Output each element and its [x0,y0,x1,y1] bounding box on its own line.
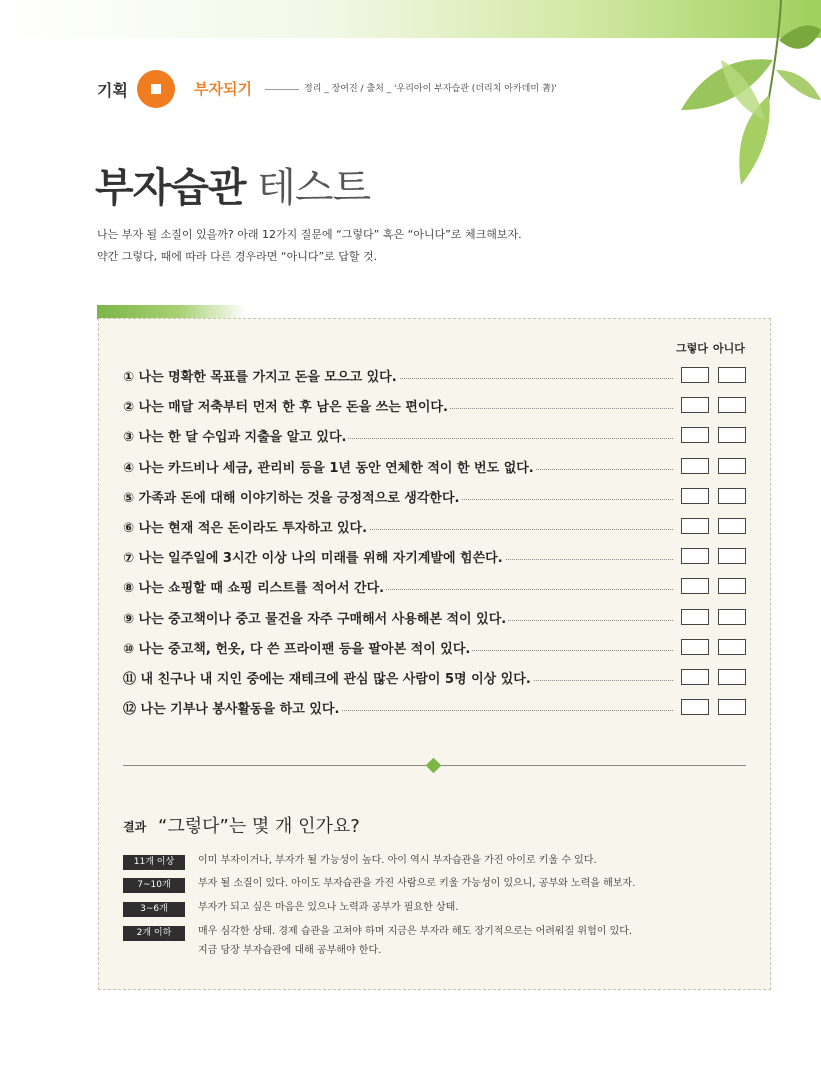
result-description: 매우 심각한 상태. 경제 습관을 고쳐야 하며 지금은 부자라 해도 장기적으로는 어려워질 위험이 있다. [198,926,633,937]
checkbox-yes[interactable] [681,639,709,655]
checkbox-yes[interactable] [681,427,709,443]
question-text: ① 나는 명확한 목표를 가지고 돈을 모으고 있다. [123,366,399,385]
page-title-light: 테스트 [245,165,371,211]
checkbox-no[interactable] [718,518,746,534]
question-text: ⑤ 가족과 돈에 대해 이야기하는 것을 긍정적으로 생각한다. [123,487,461,506]
checkbox-yes[interactable] [681,699,709,715]
checkbox-no[interactable] [718,548,746,564]
checkbox-no[interactable] [718,578,746,594]
checkbox-yes[interactable] [681,548,709,564]
question-text: ⑧ 나는 쇼핑할 때 쇼핑 리스트를 적어서 간다. [123,577,386,596]
checkbox-no[interactable] [718,488,746,504]
checkbox-no[interactable] [718,609,746,625]
question-row [123,608,745,626]
checkbox-no[interactable] [718,427,746,443]
question-text: ⑦ 나는 일주일에 3시간 이상 나의 미래를 위해 자기계발에 힘쓴다. [123,547,505,566]
question-row [123,698,745,716]
checkbox-yes[interactable] [681,578,709,594]
box-tab [97,305,247,319]
checkbox-no[interactable] [718,639,746,655]
question-text: ⑫ 나는 기부나 봉사활동을 하고 있다. [123,698,341,717]
checkbox-yes[interactable] [681,518,709,534]
checkbox-no[interactable] [718,397,746,413]
checkbox-yes[interactable] [681,609,709,625]
section-name: 부자되기 [194,80,252,98]
question-text: ⑪ 내 친구나 내 지인 중에는 재테크에 관심 많은 사람이 5명 이상 있다. [123,668,533,687]
question-text: ② 나는 매달 저축부터 먼저 한 후 남은 돈을 쓰는 편이다. [123,396,450,415]
result-description: 이미 부자이거나, 부자가 될 가능성이 높다. 아이 역시 부자습관을 가진 아이로 키울 수 있다. [198,855,597,866]
credit-divider [265,89,299,90]
intro-line: 나는 부자 될 소질이 있을까? 아래 12가지 질문에 “그렇다” 혹은 “아니다”로 체크해보자. [97,228,522,241]
intro-line: 약간 그렇다, 때에 따라 다른 경우라면 “아니다”로 답할 것. [97,250,378,263]
page-title-bold: 부자습관 [95,165,246,211]
question-row [123,487,745,505]
leaf-decoration-icon [661,0,821,200]
checkbox-yes[interactable] [681,397,709,413]
question-row [123,577,745,595]
question-text: ④ 나는 카드비나 세금, 관리비 등을 1년 동안 연체한 적이 한 번도 없다. [123,457,536,476]
checkbox-yes[interactable] [681,458,709,474]
question-row [123,517,745,535]
result-description: 부자 될 소질이 있다. 아이도 부자습관을 가진 사람으로 키울 가능성이 있으니, 공부와 노력을 해보자. [198,878,636,889]
question-row [123,366,745,384]
checkbox-yes[interactable] [681,669,709,685]
question-text: ⑥ 나는 현재 적은 돈이라도 투자하고 있다. [123,517,369,536]
question-row [123,547,745,565]
checkbox-no[interactable] [718,367,746,383]
question-text: ③ 나는 한 달 수입과 지출을 알고 있다. [123,426,348,445]
checkbox-yes[interactable] [681,488,709,504]
result-description: 부자가 되고 싶은 마음은 있으나 노력과 공부가 필요한 상태. [198,902,459,913]
result-badge: 2개 이하 [123,926,185,941]
question-row [123,638,745,656]
question-row [123,396,745,414]
checkbox-no[interactable] [718,458,746,474]
result-description: 지금 당장 부자습관에 대해 공부해야 한다. [198,945,382,956]
section-label: 기획 [97,81,128,100]
result-question: “그렇다”는 몇 개 인가요? [158,816,360,837]
column-yes-header: 그렇다 [676,342,708,355]
intro-text [97,224,522,268]
column-no-header: 아니다 [713,342,745,355]
credit-text: 정리 _ 장여진 / 출처 _ '우리아이 부자습관 (더리치 아카데미 著)' [304,84,557,94]
result-badge: 11개 이상 [123,855,185,870]
section-marker-icon [137,70,175,108]
result-badge: 3~6개 [123,902,185,917]
question-row [123,668,745,686]
question-text: ⑩ 나는 중고책, 헌옷, 다 쓴 프라이팬 등을 팔아본 적이 있다. [123,638,472,657]
question-row [123,426,745,444]
question-row [123,457,745,475]
result-badge: 7~10개 [123,878,185,893]
page-title [95,156,370,213]
checkbox-no[interactable] [718,669,746,685]
checkbox-yes[interactable] [681,367,709,383]
question-text: ⑨ 나는 중고책이나 중고 물건을 자주 구매해서 사용해본 적이 있다. [123,608,508,627]
checkbox-no[interactable] [718,699,746,715]
section-header [97,70,597,110]
result-label: 결과 [123,820,147,834]
